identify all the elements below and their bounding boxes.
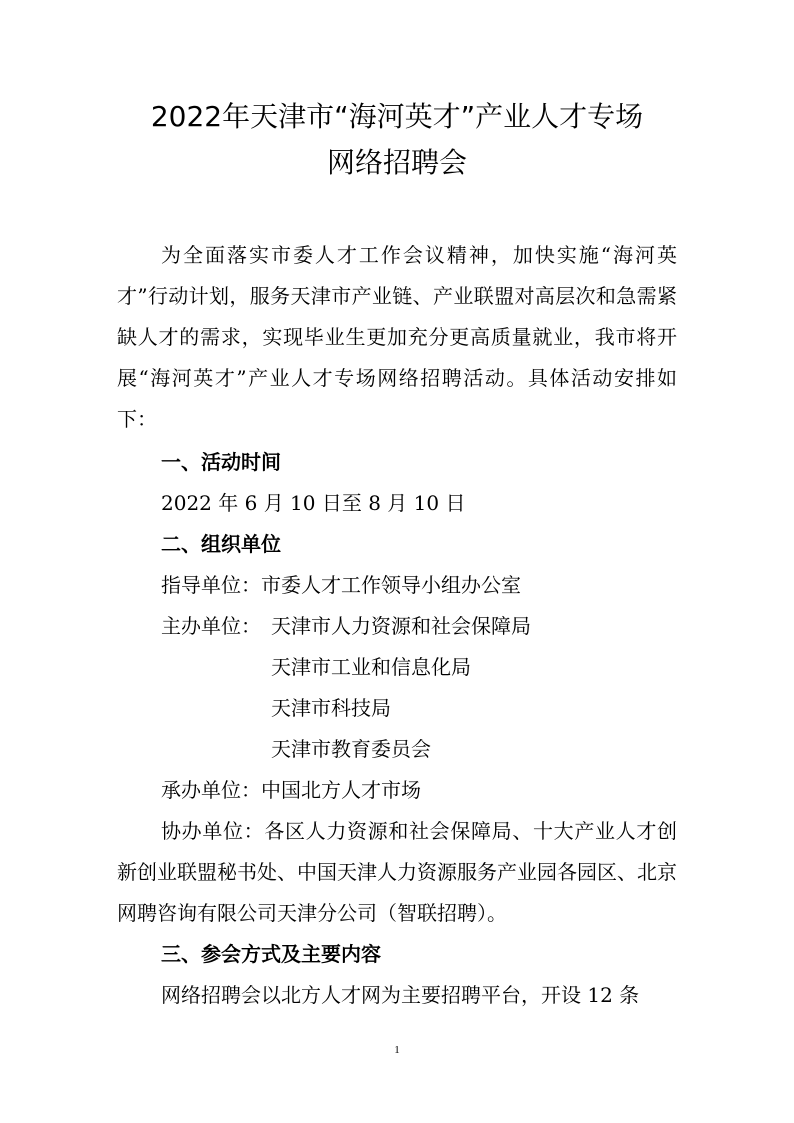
participation-text: 网络招聘会以北方人才网为主要招聘平台，开设 12 条 bbox=[161, 983, 640, 1007]
intro-paragraph: 为全面落实市委人才工作会议精神，加快实施“海河英才”行动计划，服务天津市产业链、产业联盟对高层次和急需紧缺人才的需求，实现毕业生更加充分更高质量就业，我市将开展“海河英才”产业人才专场网络招聘活动。具体活动安排如下： bbox=[117, 243, 677, 431]
guiding-unit: 指导单位：市委人才工作领导小组办公室 bbox=[161, 573, 521, 597]
organizing-unit: 承办单位：中国北方人才市场 bbox=[161, 778, 421, 802]
document-title-line-1: 2022年天津市“海河英才”产业人才专场 bbox=[150, 100, 644, 133]
event-dates: 2022 年 6 月 10 日至 8 月 10 日 bbox=[161, 491, 466, 515]
section-heading-time: 一、活动时间 bbox=[161, 450, 281, 474]
host-unit-3: 天津市科技局 bbox=[271, 696, 391, 720]
page-number: 1 bbox=[394, 1044, 400, 1056]
section-heading-organizers: 二、组织单位 bbox=[161, 532, 281, 556]
host-unit-2: 天津市工业和信息化局 bbox=[271, 655, 471, 679]
host-unit-label: 主办单位： bbox=[161, 614, 261, 638]
host-unit-1: 天津市人力资源和社会保障局 bbox=[271, 614, 531, 638]
co-organizers-paragraph: 协办单位：各区人力资源和社会保障局、十大产业人才创新创业联盟秘书处、中国天津人力资源服务产业园各园区、北京网聘咨询有限公司天津分公司（智联招聘）。 bbox=[117, 819, 677, 925]
section-heading-participation: 三、参会方式及主要内容 bbox=[161, 942, 381, 966]
document-title-line-2: 网络招聘会 bbox=[326, 146, 467, 179]
host-unit-4: 天津市教育委员会 bbox=[271, 737, 431, 761]
